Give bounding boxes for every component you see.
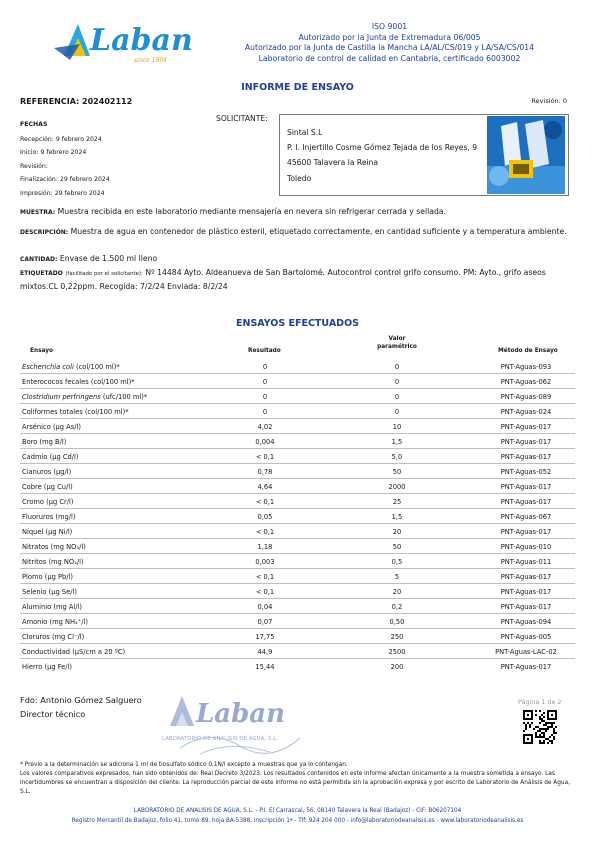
col-header-resultado: Resultado xyxy=(248,348,281,354)
cell-ensayo-unit: (mg NO₂/l) xyxy=(48,558,84,566)
cell-ensayo-unit: (µg Ni/l) xyxy=(45,528,73,536)
row-divider xyxy=(20,628,575,629)
cell-ensayo xyxy=(22,528,72,536)
cell-valor: 200 xyxy=(390,663,404,671)
cell-resultado: 4,64 xyxy=(257,483,273,491)
cell-resultado: 0 xyxy=(262,378,268,386)
row-divider xyxy=(20,388,575,389)
cell-valor: 50 xyxy=(392,543,402,551)
fechas-block xyxy=(20,118,110,201)
etiquetado-label: ETIQUETADO xyxy=(20,270,63,277)
cell-ensayo xyxy=(22,663,72,671)
table-row xyxy=(20,405,580,420)
note-line: * Previo a la determinación se adiciona 1 ml de tiosulfato sódico 0,1N/l excepto a muestras que ya lo contengan. xyxy=(20,762,348,768)
descripcion-label: DESCRIPCIÓN: xyxy=(20,229,69,236)
cell-ensayo-unit: (µg/l) xyxy=(53,468,72,476)
cell-metodo: PNT-Aguas-017 xyxy=(500,438,552,446)
cell-resultado: 0,004 xyxy=(255,438,275,446)
cell-valor: 0,5 xyxy=(391,558,403,566)
table-row xyxy=(20,375,580,390)
revision: Revisión: 0 xyxy=(531,97,567,105)
table-row xyxy=(20,480,580,495)
cell-ensayo xyxy=(22,633,84,641)
cell-ensayo xyxy=(22,363,120,371)
notes-block xyxy=(20,761,575,797)
cell-metodo: PNT-Aguas-093 xyxy=(500,363,552,371)
lab-stamp xyxy=(160,688,310,758)
cell-ensayo-name: Arsénico xyxy=(22,423,51,431)
cell-ensayo-name: Fluoruros xyxy=(22,513,54,521)
cell-resultado: 0,07 xyxy=(257,618,273,626)
cell-resultado: 0,04 xyxy=(257,603,273,611)
cell-valor: 1,5 xyxy=(391,513,403,521)
solicitante-line: 45600 Talavera la Reina xyxy=(287,158,379,168)
cell-ensayo-unit: (µg Cd/l) xyxy=(49,453,79,461)
col-header-valor: Valor paramétrico xyxy=(377,336,417,350)
cell-resultado: < 0,1 xyxy=(255,588,275,596)
cell-ensayo-name: Coliformes totales xyxy=(22,408,83,416)
cell-ensayo-unit: (mg/l) xyxy=(55,513,76,521)
etiquetado-paragraph xyxy=(20,267,572,292)
row-divider xyxy=(20,553,575,554)
table-row xyxy=(20,615,580,630)
etiquetado-note: (facilitado por el solicitante): xyxy=(65,271,143,277)
cell-valor: 0 xyxy=(394,408,400,416)
cell-valor: 5,0 xyxy=(391,453,403,461)
descripcion-text: Muestra de agua en contenedor de plástico esteril, etiquetado correctamente, en cantidad suficiente y a temperatura ambiente. xyxy=(70,227,567,236)
cantidad-label: CANTIDAD: xyxy=(20,256,58,263)
cell-valor: 0 xyxy=(394,378,400,386)
cell-metodo: PNT-Aguas-017 xyxy=(500,423,552,431)
row-divider xyxy=(20,403,575,404)
cell-valor: 0,2 xyxy=(391,603,403,611)
cell-metodo: PNT-Aguas-005 xyxy=(500,633,552,641)
cell-ensayo-name: Cianuros xyxy=(22,468,52,476)
cell-ensayo-name: Cobre xyxy=(22,483,42,491)
table-row xyxy=(20,465,580,480)
cell-ensayo-unit: (col/100 ml)* xyxy=(75,363,120,371)
cell-ensayo-name: Aluminio xyxy=(22,603,52,611)
cell-metodo: PNT-Aguas-089 xyxy=(500,393,552,401)
cell-ensayo xyxy=(22,618,88,626)
cell-metodo: PNT-Aguas-017 xyxy=(500,528,552,536)
cell-metodo: PNT-Aguas-062 xyxy=(500,378,552,386)
table-row xyxy=(20,510,580,525)
cell-ensayo-name: Nitratos xyxy=(22,543,49,551)
cell-ensayo xyxy=(22,408,129,416)
solicitante-label: SOLICITANTE: xyxy=(216,114,268,123)
row-divider xyxy=(20,598,575,599)
header-line: Autorizado por la Junta de Extremadura 06/005 xyxy=(298,32,481,42)
page-footer xyxy=(0,806,595,826)
cell-resultado: 1,18 xyxy=(257,543,273,551)
cell-ensayo xyxy=(22,558,84,566)
cell-ensayo-unit: (µg As/l) xyxy=(52,423,81,431)
table-row xyxy=(20,420,580,435)
row-divider xyxy=(20,658,575,659)
cell-ensayo-name: Enterococos fecales xyxy=(22,378,89,386)
cell-metodo: PNT-Aguas-017 xyxy=(500,588,552,596)
cell-ensayo-name: Hierro xyxy=(22,663,43,671)
cell-ensayo-name: Cadmio xyxy=(22,453,48,461)
signer-role: Director técnico xyxy=(20,709,86,719)
cell-resultado: 0,003 xyxy=(255,558,275,566)
cell-ensayo-name: Plomo xyxy=(22,573,43,581)
cell-ensayo-unit: (µg Cr/l) xyxy=(46,498,74,506)
col-header-ensayo: Ensayo xyxy=(30,348,54,354)
cell-metodo: PNT-Aguas-011 xyxy=(500,558,552,566)
cell-ensayo-unit: (mg NO₃/l) xyxy=(50,543,86,551)
fecha-item: Revisión: xyxy=(20,162,48,170)
etiquetado-text: Nº 14484 Ayto. Aldeanueva de San Bartolomé. Autocontrol control grifo consumo. PM: Ayto., grifo aseos mixtos.CL 0,22ppm. Recogida: 7/2/24 Enviada: 8/2/24 xyxy=(20,268,546,291)
client-logo-image xyxy=(487,116,565,194)
cell-metodo: PNT-Aguas-024 xyxy=(500,408,552,416)
table-row xyxy=(20,555,580,570)
cell-ensayo-unit: (µg Fe/l) xyxy=(44,663,73,671)
row-divider xyxy=(20,478,575,479)
laban-logo xyxy=(50,12,210,66)
footer-line: LABORATORIO DE ANALISIS DE AGUA, S.L. - P.I. El Carrascal, 56, 08140 Talavera la Real (Badajoz) - CIF: B06207104 xyxy=(133,808,462,814)
fecha-item: Impresión: 29 febrero 2024 xyxy=(20,189,105,197)
cell-valor: 20 xyxy=(392,528,402,536)
row-divider xyxy=(20,538,575,539)
cell-ensayo-name: Nitritos xyxy=(22,558,47,566)
fecha-item: Recepción: 9 febrero 2024 xyxy=(20,135,102,143)
solicitante-line: Toledo xyxy=(287,173,312,183)
solicitante-line: P. I. Injertillo Cosme Gómez Tejada de los Reyes, 9 xyxy=(287,143,478,153)
cell-resultado: < 0,1 xyxy=(255,528,275,536)
cantidad-paragraph xyxy=(20,253,572,266)
cantidad-text: Envase de 1.500 ml lleno xyxy=(59,254,158,263)
report-title: INFORME DE ENSAYO xyxy=(241,82,354,93)
row-divider xyxy=(20,463,575,464)
cell-resultado: 0 xyxy=(262,393,268,401)
fechas-label: FECHAS xyxy=(20,121,48,128)
cell-ensayo-name: Escherichia coli xyxy=(22,363,74,371)
row-divider xyxy=(20,373,575,374)
cell-ensayo-unit: (µg Pb/l) xyxy=(44,573,73,581)
cell-resultado: 17,75 xyxy=(255,633,275,641)
row-divider xyxy=(20,418,575,419)
stamp-brand-text: Laban xyxy=(196,699,286,729)
cell-metodo: PNT-Aguas-067 xyxy=(500,513,552,521)
table-row xyxy=(20,390,580,405)
cell-ensayo xyxy=(22,573,73,581)
cell-valor: 0 xyxy=(394,363,400,371)
cell-ensayo-name: Conductividad xyxy=(22,648,71,656)
cell-metodo: PNT-Aguas-017 xyxy=(500,573,552,581)
row-divider xyxy=(20,448,575,449)
col-header-metodo: Método de Ensayo xyxy=(498,348,558,354)
cell-ensayo-unit: (mg NH₄⁺/l) xyxy=(49,618,88,626)
descripcion-paragraph xyxy=(20,226,572,239)
cell-valor: 1,5 xyxy=(391,438,403,446)
cell-ensayo-unit: (mg B/l) xyxy=(39,438,67,446)
header-line: ISO 9001 xyxy=(371,22,408,31)
table-row xyxy=(20,540,580,555)
cell-valor: 10 xyxy=(392,423,402,431)
cell-ensayo-unit: (µg Cu/l) xyxy=(43,483,73,491)
page-number: Página 1 de 2 xyxy=(518,698,562,706)
cell-ensayo xyxy=(22,543,86,551)
cell-resultado: 4,02 xyxy=(257,423,273,431)
solicitante-line: Sintal S.L xyxy=(287,128,323,137)
cell-ensayo-name: Boro xyxy=(22,438,38,446)
solicitante-address xyxy=(287,125,477,186)
cell-valor: 0,50 xyxy=(389,618,405,626)
cell-metodo: PNT-Aguas-094 xyxy=(500,618,552,626)
cell-metodo: PNT-Aguas-017 xyxy=(500,483,552,491)
cell-valor: 5 xyxy=(394,573,400,581)
row-divider xyxy=(20,433,575,434)
row-divider xyxy=(20,568,575,569)
referencia: REFERENCIA: 202402112 xyxy=(20,97,133,106)
signature-block xyxy=(20,693,142,721)
cell-valor: 250 xyxy=(390,633,404,641)
cell-ensayo xyxy=(22,423,81,431)
cell-ensayo xyxy=(22,483,73,491)
muestra-text: Muestra recibida en este laboratorio mediante mensajería en nevera sin refrigerar cerrada y sellada. xyxy=(57,207,446,216)
cell-valor: 2000 xyxy=(388,483,406,491)
footer-line: Registro Mercantil de Badajoz, folio 41, tomo 89, hoja BA-5388, inscripción 1ª - Tlf: 924 204 000 - info@laboratoriodeanalisis.es - www.laboratoriodeanalisis.es xyxy=(71,818,524,824)
cell-metodo: PNT-Aguas-017 xyxy=(500,453,552,461)
cell-valor: 2500 xyxy=(388,648,406,656)
muestra-label: MUESTRA: xyxy=(20,209,56,216)
cell-valor: 0 xyxy=(394,393,400,401)
cell-ensayo-name: Selenio xyxy=(22,588,47,596)
table-row xyxy=(20,360,580,375)
cell-ensayo-name: Cloruros xyxy=(22,633,50,641)
cell-ensayo-unit: (µg Se/l) xyxy=(48,588,77,596)
cell-ensayo xyxy=(22,513,75,521)
cell-metodo: PNT-Aguas-052 xyxy=(500,468,552,476)
signer-name: Fdo: Antonio Gómez Salguero xyxy=(20,695,142,705)
logo-since-text: since 1994 xyxy=(134,57,167,64)
cell-ensayo-unit: (ufc/100 ml)* xyxy=(102,393,148,401)
header-line: Laboratorio de control de calidad en Cantabria, certificado 6003002 xyxy=(258,53,521,63)
cell-resultado: 15,44 xyxy=(255,663,275,671)
fecha-item: Inicio: 9 febrero 2024 xyxy=(20,149,87,157)
cell-ensayo-unit: (mg Al/l) xyxy=(53,603,83,611)
cell-ensayo xyxy=(22,468,71,476)
qr-code xyxy=(523,710,557,744)
cell-metodo: PNT-Aguas-LAC-02 xyxy=(495,648,557,656)
cell-ensayo-name: Níquel xyxy=(22,528,44,536)
cell-resultado: 0,05 xyxy=(257,513,273,521)
cell-ensayo-unit: (mg Cl⁻/l) xyxy=(51,633,85,641)
table-row xyxy=(20,450,580,465)
cell-ensayo-unit: (col/100 ml)* xyxy=(84,408,129,416)
table-row xyxy=(20,495,580,510)
cell-resultado: 44,9 xyxy=(257,648,273,656)
table-row xyxy=(20,570,580,585)
ensayos-title: ENSAYOS EFECTUADOS xyxy=(236,318,359,329)
table-row xyxy=(20,600,580,615)
cell-ensayo xyxy=(22,393,147,401)
cell-ensayo xyxy=(22,648,125,656)
cell-ensayo-unit: (µS/cm a 20 ºC) xyxy=(72,648,126,656)
table-row xyxy=(20,630,580,645)
cell-ensayo-name: Cromo xyxy=(22,498,44,506)
cell-ensayo xyxy=(22,378,135,386)
cell-ensayo-name: Amonio xyxy=(22,618,48,626)
header-certifications xyxy=(222,22,557,64)
cell-resultado: 0,78 xyxy=(257,468,273,476)
cell-ensayo xyxy=(22,588,77,596)
cell-resultado: < 0,1 xyxy=(255,573,275,581)
cell-ensayo-unit: (col/100 ml)* xyxy=(90,378,135,386)
stamp-line-text: LABORATORIO DE ANALISIS DE AGUA, S.L. xyxy=(162,736,278,742)
cell-metodo: PNT-Aguas-017 xyxy=(500,498,552,506)
cell-valor: 25 xyxy=(392,498,402,506)
row-divider xyxy=(20,493,575,494)
row-divider xyxy=(20,523,575,524)
note-line: Los valores comparativos expresados, han sido obtenidos de: Real Decreto 3/2023. Los resultados contenidos en este informe afectan únicamente a la muestra sometida a ensayo. Las incertidumbres se encuentran a disposición del cliente. La reproducción parcial de este informe no está permitida sin la aprobación expresa y por escrito de Laboratorio de Análisis de Agua, S.L. xyxy=(20,771,570,795)
row-divider xyxy=(20,643,575,644)
cell-metodo: PNT-Aguas-010 xyxy=(500,543,552,551)
cell-ensayo xyxy=(22,438,66,446)
cell-ensayo xyxy=(22,498,74,506)
table-row xyxy=(20,525,580,540)
fecha-item: Finalización: 29 febrero 2024 xyxy=(20,176,110,184)
cell-metodo: PNT-Aguas-017 xyxy=(500,603,552,611)
cell-valor: 20 xyxy=(392,588,402,596)
cell-resultado: 0 xyxy=(262,363,268,371)
cell-resultado: < 0,1 xyxy=(255,498,275,506)
cell-ensayo xyxy=(22,603,82,611)
cell-metodo: PNT-Aguas-017 xyxy=(500,663,552,671)
cell-resultado: 0 xyxy=(262,408,268,416)
muestra-paragraph xyxy=(20,206,572,219)
table-row xyxy=(20,645,580,660)
logo-brand-text: Laban xyxy=(90,23,193,58)
table-row xyxy=(20,660,580,675)
cell-resultado: < 0,1 xyxy=(255,453,275,461)
row-divider xyxy=(20,508,575,509)
cell-ensayo-name: Clostridium perfringens xyxy=(22,393,101,401)
cell-ensayo xyxy=(22,453,79,461)
header-line: Autorizado por la Junta de Castilla la Mancha LA/AL/CS/019 y LA/SA/CS/014 xyxy=(244,43,535,53)
row-divider xyxy=(20,583,575,584)
table-row xyxy=(20,435,580,450)
row-divider xyxy=(20,613,575,614)
cell-valor: 50 xyxy=(392,468,402,476)
table-row xyxy=(20,585,580,600)
